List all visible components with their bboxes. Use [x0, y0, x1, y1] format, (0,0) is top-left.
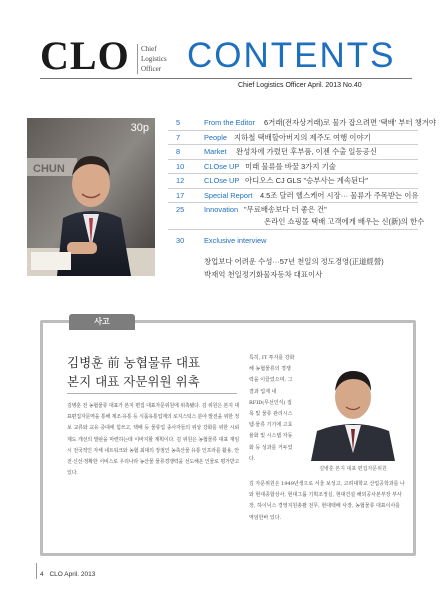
toc-section: Special Report — [204, 190, 253, 200]
toc-description: 6거래(전자상거래)로 물가 잡으려면 '택배' 부터 챙겨야 — [264, 118, 437, 127]
page-badge: 30p — [130, 122, 149, 134]
toc-item[interactable] — [168, 174, 418, 189]
toc-description: 완성차에 가렸던 후부품, 이젠 수출 일등공신 — [236, 147, 377, 156]
cover-photo — [27, 118, 155, 276]
toc-description: 미래 물류를 바꿀 3가지 기술 — [245, 161, 336, 171]
headline-line: 본지 대표 자문위원 위촉 — [67, 374, 200, 389]
toc-item[interactable] — [168, 203, 425, 230]
toc-item[interactable] — [168, 160, 418, 175]
toc-page-number: 12 — [176, 176, 185, 185]
toc-page-number: 5 — [176, 118, 181, 127]
page-footer — [40, 571, 95, 578]
toc-item[interactable] — [168, 131, 418, 146]
notice-column-text: 특히, IT 투자를 강화해 농협물류의 경쟁력을 이끌었으며, 그 결과 업계 내 RFID(무선인식) 접목 및 물류 관리시스템·물류 기기에 고효율화 및 시스템 자동화 등 성과를 거두었다. — [249, 355, 295, 462]
toc-section: Innovation — [204, 205, 239, 214]
advisor-portrait-illustration — [303, 353, 403, 461]
headline-line: 김병훈 前 농협물류 대표 — [67, 355, 201, 370]
toc-item[interactable] — [168, 145, 418, 160]
notice-bio-text: 김 자문위원은 1949년생으로 서울 보성고, 고려대학교 산업공학과를 나와 현대종합상사, 현대그룹 기획조정실, 현대건설 해외공사본부장 부사장, 하이닉스 경영지원총괄 전무, 현대택배 사장, 농협물류 대표이사를 역임한바 있다. — [249, 481, 405, 521]
sign-text: CHUN — [33, 163, 65, 175]
toc-section: From the Editor — [204, 118, 255, 127]
portrait-caption: 김병훈 본지 대표 편집자문위원 — [319, 466, 387, 472]
headline-divider — [67, 393, 237, 394]
toc-description: "무료배송보다 더 좋은 건" — [244, 205, 327, 214]
contents-list — [168, 116, 437, 230]
notice-tab: 사고 — [69, 314, 135, 330]
cover-photo-illustration — [27, 118, 155, 276]
toc-item[interactable] — [168, 189, 418, 204]
header-divider — [40, 78, 412, 79]
toc-page-number: 30 — [176, 236, 185, 245]
toc-description-line2: 박재억 천일정기화물자동차 대표이사 — [204, 270, 323, 279]
toc-section: CLOse UP — [204, 176, 240, 185]
notice-box — [40, 317, 416, 556]
notice-body-text: 김병훈 전 농협물류 대표가 본지 편집 대표자문위원에 위촉됐다. 김 위원은 본지 대표편집자문역을 통해 제조·유통 등 식품유통업계의 로지스틱스 분야 발전을 위한 정보 교류와 교유 증대에 힘쓰고, 택배 등 물류업 종사자들의 위상 강화를 위한 시뢰 제도 개선의 발판을 마련하는데 이바지할 계획이다. 김 위원은 농협물류 대표 재임 시 전국적인 자체 네트워크와 농협 최대의 장점인 농축산물 유통 인프라를 활용, 안전·신선·정확한 서비스로 우리나라 농산물 물류경쟁력을 선도해온 인물로 평가받고 있다. — [67, 403, 239, 477]
toc-description: 창업보다 어려운 수성···57년 천일의 정도경영(正道經營) — [204, 257, 384, 266]
issue-info: Chief Logistics Officer April. 2013 No.40 — [238, 82, 362, 89]
toc-description: 4.5조 달러 헬스케어 시장··· 물류가 주목받는 이유 — [260, 190, 419, 200]
logo-subtitle — [137, 44, 167, 74]
toc-page-number: 25 — [176, 205, 185, 214]
toc-page-number: 17 — [176, 190, 185, 200]
toc-section: Market — [204, 147, 227, 156]
toc-section: People — [204, 132, 228, 142]
footer-divider — [36, 563, 37, 579]
toc-page-number: 10 — [176, 161, 185, 171]
toc-item[interactable] — [168, 116, 437, 131]
toc-description: 아디오스 CJ GLS "승부사는 계속된다" — [245, 176, 368, 185]
subtitle-line: Chief — [141, 45, 157, 53]
toc-page-number: 7 — [176, 132, 181, 142]
subtitle-line: Officer — [141, 65, 162, 73]
toc-page-number: 8 — [176, 147, 181, 156]
page-title: CONTENTS — [187, 36, 396, 75]
advisor-portrait — [303, 353, 403, 461]
toc-description: 지하철 택배할아버지의 제주도 여행 이야기 — [234, 132, 371, 142]
toc-section: CLOse UP — [204, 161, 240, 171]
footer-page-number: 4 — [40, 571, 44, 578]
footer-magazine-info: CLO April. 2013 — [49, 571, 96, 578]
toc-description-line2: 온라인 쇼핑몰 택배 고객에게 배우는 신(新)의 한수 — [264, 217, 425, 226]
notice-headline — [67, 353, 200, 391]
magazine-logo: CLO — [40, 33, 130, 78]
toc-section: Exclusive interview — [204, 236, 267, 245]
subtitle-line: Logistics — [141, 55, 167, 63]
